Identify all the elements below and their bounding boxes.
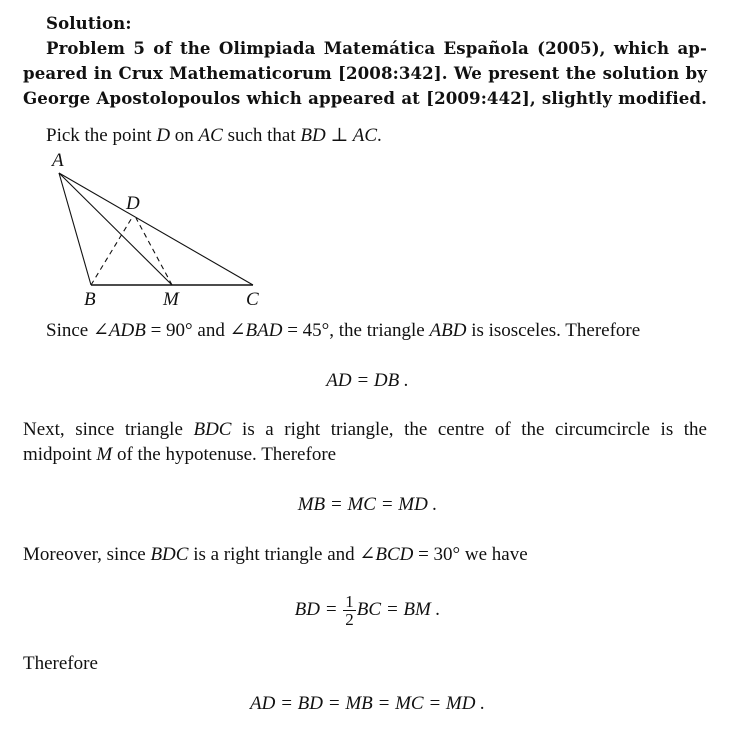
text: = 45°, the triangle xyxy=(282,320,430,341)
denominator: 2 xyxy=(345,610,354,630)
text: = 90° and xyxy=(145,320,230,341)
numerator: 1 xyxy=(345,592,354,612)
math-perp-condition: BD ⊥ AC xyxy=(300,125,378,146)
math-m: M xyxy=(96,444,113,465)
next-sentence-line-1 xyxy=(23,419,707,441)
moreover-sentence xyxy=(23,544,528,566)
label-b: B xyxy=(84,289,96,310)
math-abd: ABD xyxy=(429,320,467,341)
equation-ad-db xyxy=(0,370,735,392)
math-d: D xyxy=(156,125,171,146)
text: Moreover, since xyxy=(23,544,151,565)
text: Pick the point xyxy=(46,125,157,146)
intro-line-1: Problem 5 of the Olimpiada Matemática Española (2005), which ap- xyxy=(46,38,707,58)
text: Next, since triangle xyxy=(23,419,194,440)
math: AD = DB . xyxy=(326,370,409,391)
math: MB = MC = MD . xyxy=(297,494,438,515)
equation-final xyxy=(0,693,735,715)
text: . xyxy=(377,125,382,146)
segment-ab xyxy=(59,173,91,285)
intro-line-3: George Apostolopoulos which appeared at [2009:442], slightly modified. xyxy=(23,88,707,108)
math-angle-bcd: ∠BCD xyxy=(359,544,414,565)
equation-mb-mc-md xyxy=(0,494,735,516)
since-sentence xyxy=(46,320,640,342)
text: is isosceles. Therefore xyxy=(466,320,641,341)
text: such that xyxy=(222,125,301,146)
text: is a right triangle and xyxy=(188,544,360,565)
math-bdc: BDC xyxy=(193,419,232,440)
text: = 30° we have xyxy=(413,544,528,565)
math-lhs: BD = xyxy=(294,599,343,620)
math-bdc: BDC xyxy=(150,544,189,565)
text: on xyxy=(170,125,199,146)
next-sentence-line-2 xyxy=(23,444,336,466)
math: AD = BD = MB = MC = MD . xyxy=(250,693,485,714)
intro-line-2: peared in Crux Mathematicorum [2008:342]. We present the solution by xyxy=(23,63,707,83)
label-c: C xyxy=(246,289,259,310)
equation-bd-half-bc xyxy=(0,590,735,630)
solution-heading: Solution: xyxy=(46,13,132,33)
math-angle-adb: ∠ADB xyxy=(92,320,146,341)
text: of the hypotenuse. Therefore xyxy=(112,444,337,465)
segment-ac xyxy=(59,173,253,285)
fraction-one-half xyxy=(343,593,356,628)
text: is a right triangle, the centre of the circumcircle is the xyxy=(231,419,707,440)
math-rhs: BC = BM . xyxy=(356,599,441,620)
segment-bd-dashed xyxy=(91,216,133,285)
math-ac: AC xyxy=(198,125,223,146)
text: Since xyxy=(46,320,93,341)
text: midpoint xyxy=(23,444,97,465)
therefore-text: Therefore xyxy=(23,653,98,674)
math-angle-bad: ∠BAD xyxy=(229,320,283,341)
label-d: D xyxy=(126,193,140,214)
label-m: M xyxy=(163,289,179,310)
label-a: A xyxy=(52,150,64,171)
